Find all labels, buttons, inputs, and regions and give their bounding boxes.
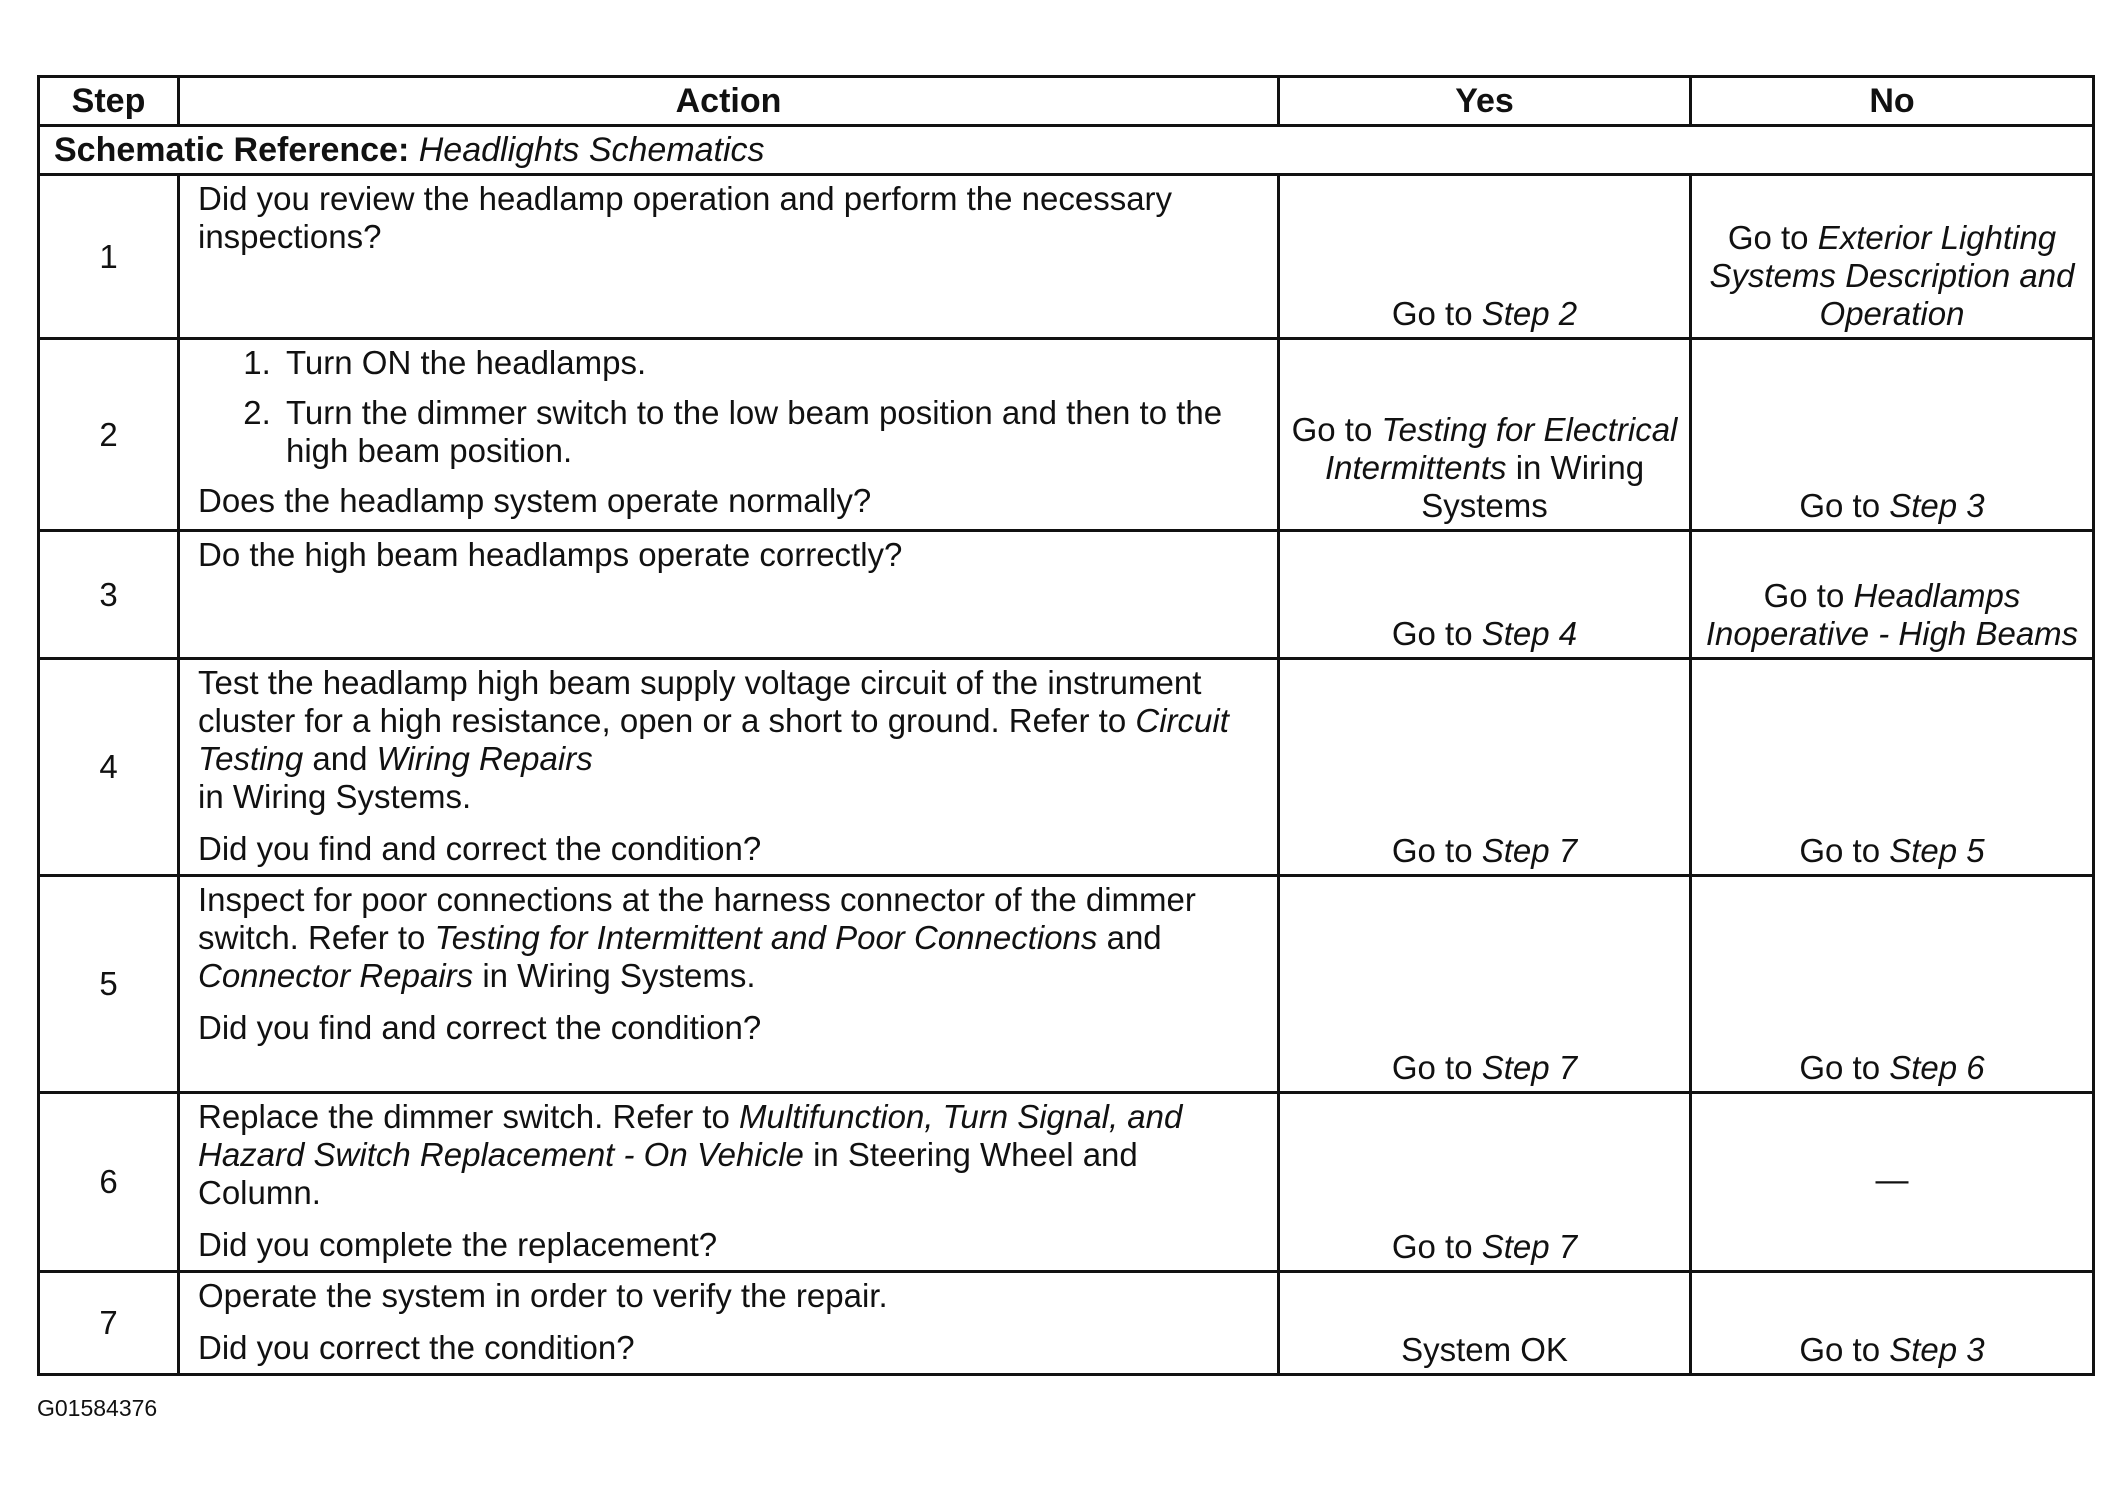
schematic-reference-link: Headlights Schematics [418,130,765,169]
yes-goto-text: Go to [1291,411,1373,448]
yes-cell [1279,531,1691,659]
yes-reference: Step 7 [1481,1228,1578,1265]
yes-cell [1279,659,1691,876]
action-instruction [198,1098,1259,1212]
no-reference: Step 3 [1889,1331,1985,1368]
no-cell [1691,876,2094,1093]
action-cell [179,175,1279,339]
header-no: No [1691,77,2094,126]
no-goto-text: Go to [1799,1331,1881,1368]
yes-cell [1279,876,1691,1093]
action-text: Replace the dimmer switch. Refer to [198,1098,730,1135]
step-number: 7 [39,1272,179,1375]
yes-reference: Step 4 [1481,615,1578,652]
step-number: 5 [39,876,179,1093]
no-cell [1691,531,2094,659]
no-reference: Step 6 [1889,1049,1985,1086]
yes-result: System OK [1401,1331,1568,1368]
table-row [39,339,2094,531]
action-text: Test the headlamp high beam supply voltage circuit of the instrument cluster for a high resistance, open or a short to ground. Refer to [198,664,1202,739]
table-row [39,1093,2094,1272]
no-cell [1691,659,2094,876]
action-instruction: Operate the system in order to verify the repair. [198,1277,888,1314]
yes-goto-text: Go to [1391,1049,1473,1086]
no-goto-text: Go to [1763,577,1845,614]
diagnostic-table [37,75,2095,1376]
yes-cell [1279,339,1691,531]
no-goto-text: Go to [1799,832,1881,869]
step-number: 3 [39,531,179,659]
action-cell [179,531,1279,659]
no-not-applicable: — [1875,1161,1909,1198]
yes-goto-text: Go to [1391,832,1473,869]
action-reference: Wiring Repairs [376,740,593,777]
action-reference: Testing for Intermittent and Poor Connections [434,919,1098,956]
action-cell [179,876,1279,1093]
no-cell [1691,175,2094,339]
action-question: Does the headlamp system operate normally? [198,482,872,519]
yes-cell [1279,175,1691,339]
no-reference: Step 3 [1889,487,1985,524]
action-text: and [1106,919,1162,956]
header-step: Step [39,77,179,126]
yes-reference: Step 7 [1481,1049,1578,1086]
yes-reference-suffix: in Wiring Systems [1421,449,1645,524]
no-goto-text: Go to [1799,1049,1881,1086]
action-cell [179,1093,1279,1272]
figure-id: G01584376 [37,1395,158,1421]
table-row [39,876,2094,1093]
no-reference: Step 5 [1889,832,1985,869]
action-substep: 1. Turn ON the headlamps. [280,344,1259,382]
action-cell [179,339,1279,531]
action-question: Did you correct the condition? [198,1329,635,1366]
action-text: in Wiring Systems. [198,778,472,815]
table-row [39,1272,2094,1375]
action-substeps [198,344,1259,470]
yes-cell [1279,1272,1691,1375]
yes-cell [1279,1093,1691,1272]
yes-reference: Testing for Electrical Intermittents [1324,411,1678,486]
no-cell [1691,1272,2094,1375]
action-reference: Multifunction, Turn Signal, and Hazard Switch Replacement - On Vehicle [198,1098,1183,1173]
action-question: Do the high beam headlamps operate correctly? [198,536,903,573]
no-goto-text: Go to [1799,487,1881,524]
action-question: Did you find and correct the condition? [198,830,762,867]
yes-reference: Step 2 [1481,295,1578,332]
table-row [39,659,2094,876]
action-reference: Connector Repairs [198,957,474,994]
action-cell [179,1272,1279,1375]
schematic-reference-label: Schematic Reference: [54,130,410,169]
schematic-reference-row [39,126,2094,175]
action-instruction [198,881,1259,995]
action-text: in Steering Wheel and Column. [198,1136,1138,1211]
action-reference: Circuit Testing [198,702,1229,777]
action-text: in Wiring Systems. [482,957,756,994]
no-cell [1691,1093,2094,1272]
action-question: Did you find and correct the condition? [198,1009,762,1046]
yes-goto-text: Go to [1391,615,1473,652]
table-row [39,175,2094,339]
no-reference: Exterior Lighting Systems Description and Operation [1709,219,2075,332]
table-row [39,531,2094,659]
schematic-reference [39,126,2094,175]
action-question: Did you complete the replacement? [198,1226,718,1263]
yes-reference: Step 7 [1481,832,1578,869]
yes-goto-text: Go to [1391,295,1473,332]
no-cell [1691,339,2094,531]
no-goto-text: Go to [1727,219,1809,256]
step-number: 2 [39,339,179,531]
header-action: Action [179,77,1279,126]
header-row [39,77,2094,126]
step-number: 1 [39,175,179,339]
header-yes: Yes [1279,77,1691,126]
action-text: Inspect for poor connections at the harness connector of the dimmer switch. Refer to [198,881,1196,956]
action-question: Did you review the headlamp operation and perform the necessary inspections? [198,180,1173,255]
action-substep: 2. Turn the dimmer switch to the low beam position and then to the high beam position. [280,394,1259,470]
no-reference: Headlamps Inoperative - High Beams [1705,577,2079,652]
action-text: and [312,740,368,777]
action-cell [179,659,1279,876]
action-instruction [198,664,1259,816]
yes-goto-text: Go to [1391,1228,1473,1265]
step-number: 4 [39,659,179,876]
step-number: 6 [39,1093,179,1272]
